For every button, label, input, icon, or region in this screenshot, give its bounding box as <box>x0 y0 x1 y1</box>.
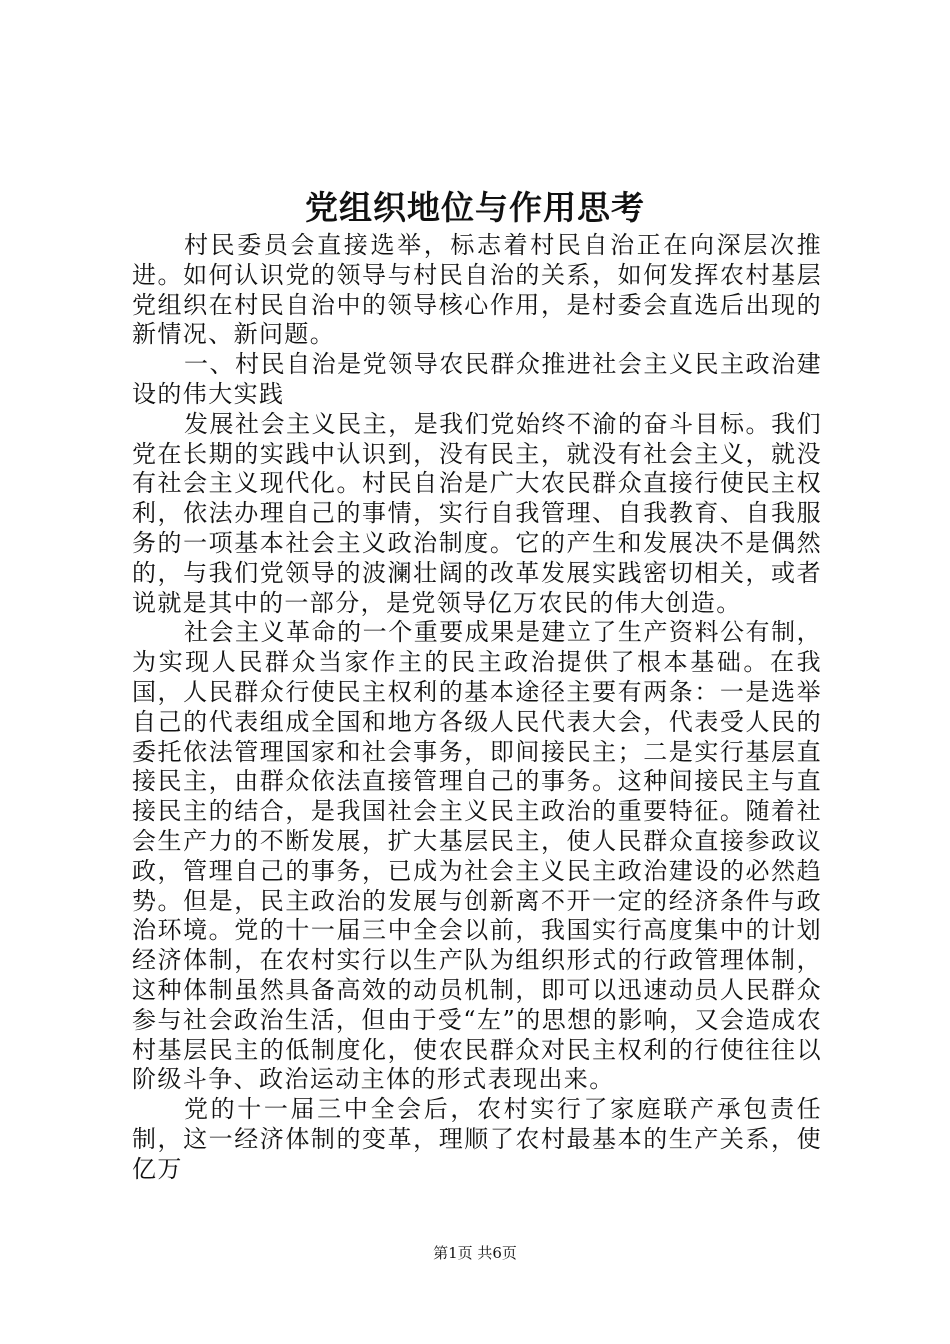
document-body <box>132 231 822 1185</box>
paragraph-intro: 村民委员会直接选举，标志着村民自治正在向深层次推进。如何认识党的领导与村民自治的关系，如何发挥农村基层党组织在村民自治中的领导核心作用，是村委会直选后出现的新情况、新问题。 <box>132 231 822 349</box>
page-number-footer: 第1页 共6页 <box>433 1244 517 1262</box>
paragraph-socialist-revolution: 社会主义革命的一个重要成果是建立了生产资料公有制，为实现人民群众当家作主的民主政治提供了根本基础。在我国，人民群众行使民主权利的基本途径主要有两条：一是选举自己的代表组成全国和地方各级人民代表大会，代表受人民的委托依法管理国家和社会事务，即间接民主；二是实行基层直接民主，由群众依法直接管理自己的事务。这种间接民主与直接民主的结合，是我国社会主义民主政治的重要特征。随着社会生产力的不断发展，扩大基层民主，使人民群众直接参政议政，管理自己的事务，已成为社会主义民主政治建设的必然趋势。但是，民主政治的发展与创新离不开一定的经济条件与政治环境。党的十一届三中全会以前，我国实行高度集中的计划经济体制，在农村实行以生产队为组织形式的行政管理体制，这种体制虽然具备高效的动员机制，即可以迅速动员人民群众参与社会政治生活，但由于受“左”的思想的影响，又会造成农村基层民主的低制度化，使农民群众对民主权利的行使往往以阶级斗争、政治运动主体的形式表现出来。 <box>132 618 822 1094</box>
paragraph-reform: 党的十一届三中全会后，农村实行了家庭联产承包责任制，这一经济体制的变革，理顺了农村最基本的生产关系，使亿万 <box>132 1095 822 1183</box>
document-title: 党组织地位与作用思考 <box>305 188 645 227</box>
paragraph-democracy: 发展社会主义民主，是我们党始终不渝的奋斗目标。我们党在长期的实践中认识到，没有民主，就没有社会主义，就没有社会主义现代化。村民自治是广大农民群众直接行使民主权利，依法办理自己的事情，实行自我管理、自我教育、自我服务的一项基本社会主义政治制度。它的产生和发展决不是偶然的，与我们党领导的波澜壮阔的改革发展实践密切相关，或者说就是其中的一部分，是党领导亿万农民的伟大创造。 <box>132 409 822 617</box>
section-heading-1: 一、村民自治是党领导农民群众推进社会主义民主政治建设的伟大实践 <box>132 350 822 408</box>
